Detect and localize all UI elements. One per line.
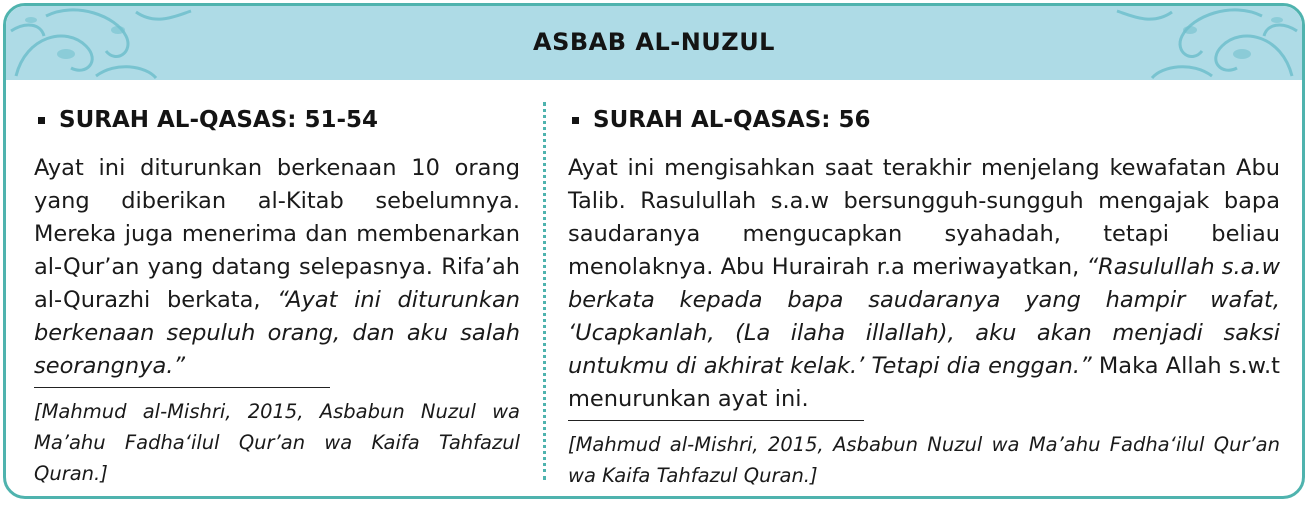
heading-text: SURAH AL-QASAS: 51-54 <box>59 107 379 133</box>
body-quote: “Ayat ini diturunkan berkenaan sepuluh orang, dan aku salah seorangnya.” <box>34 287 520 379</box>
card-header <box>6 6 1302 80</box>
asbab-card <box>3 3 1305 499</box>
citation-rule <box>568 420 864 421</box>
citation-text: [Mahmud al-Mishri, 2015, Asbabun Nuzul wa Ma’ahu Fadha‘ilul Qur’an wa Kaifa Tahfazul Quran.] <box>34 400 520 485</box>
section-body <box>34 152 520 383</box>
card-title: ASBAB AL-NUZUL <box>533 28 775 56</box>
section-qasas-51-54 <box>34 104 520 489</box>
section-heading <box>34 104 520 136</box>
section-body <box>568 152 1280 416</box>
square-bullet-icon <box>38 117 45 124</box>
square-bullet-icon <box>572 117 579 124</box>
body-tail-text: Maka Allah s.w.t menurunkan ayat ini. <box>568 353 1280 412</box>
column-divider <box>543 102 546 480</box>
body-quote: “Rasulullah s.a.w berkata kepada bapa saudaranya yang hampir wafat, ‘Ucapkanlah, (La ilaha illallah), aku akan menjadi saksi untukmu di akhirat kelak.’ Tetapi dia enggan.” <box>568 254 1280 379</box>
citation-text: [Mahmud al-Mishri, 2015, Asbabun Nuzul wa Ma’ahu Fadha‘ilul Qur’an wa Kaifa Tahfazul Quran.] <box>568 433 1280 487</box>
citation-rule <box>34 387 330 388</box>
body-text: Ayat ini mengisahkan saat terakhir menjelang kewafatan Abu Talib. Rasulullah s.a.w bersungguh-sungguh mengajak bapa saudaranya mengucapkan syahadah, tetapi beliau menolaknya. Abu Hurairah r.a meriwayatkan, <box>568 155 1280 280</box>
section-heading <box>568 104 1280 136</box>
section-qasas-56 <box>568 104 1280 491</box>
body-text: Ayat ini diturunkan berkenaan 10 orang yang diberikan al-Kitab sebelumnya. Mereka juga menerima dan membenarkan al-Qur’an yang datang selepasnya. Rifa’ah al-Qurazhi berkata, <box>34 155 520 313</box>
heading-text: SURAH AL-QASAS: 56 <box>593 107 871 133</box>
